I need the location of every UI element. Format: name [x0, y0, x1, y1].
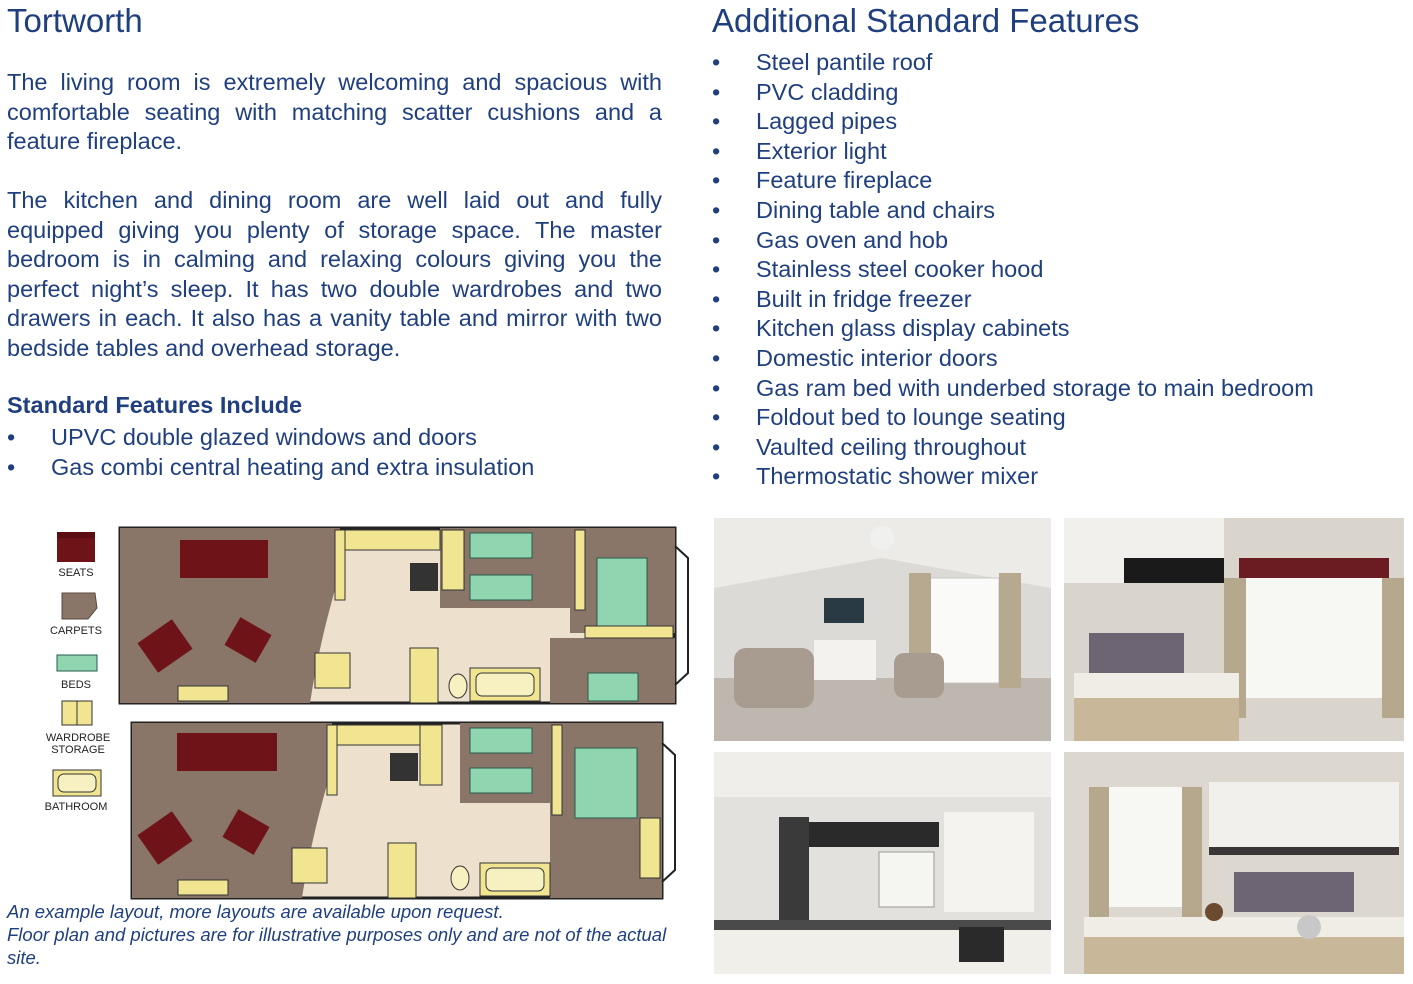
list-item-text: Kitchen glass display cabinets: [756, 315, 1070, 342]
seats-legend-icon: [57, 532, 95, 562]
list-item: [7, 423, 534, 453]
list-item-text: Feature fireplace: [756, 167, 933, 194]
legend-label-seats: SEATS: [58, 567, 94, 579]
bullet-icon: •: [712, 226, 721, 253]
legend-label-carpets: CARPETS: [50, 625, 102, 637]
list-item: [712, 166, 1314, 196]
intro-paragraph-living-room: The living room is extremely welcoming and spacious with comfortable seating with matching scatter cushions and a feature fireplace.: [7, 69, 662, 155]
legend-label-wardrobe-line1: WARDROBE: [45, 732, 111, 744]
list-item-text: Exterior light: [756, 137, 887, 164]
bullet-icon: •: [7, 453, 16, 480]
beds-legend-icon: [57, 655, 97, 671]
wardrobe-legend-icon: [62, 701, 92, 725]
intro-paragraph-kitchen-bedroom: The kitchen and dining room are well laid out and fully equipped giving you plenty of storage space. The master bedroom is in calming and relaxing colours giving you the perfect night’s sleep. It has two double wardrobes and two drawers in each. It also has a vanity table and mirror with two bedside tables and overhead storage.: [7, 187, 662, 361]
list-item-text: Gas oven and hob: [756, 226, 949, 253]
floor-plan-bottom: [132, 723, 675, 898]
legend: [45, 532, 111, 813]
floor-plan-caption: [7, 900, 672, 969]
bullet-icon: •: [712, 315, 721, 342]
bullet-icon: •: [712, 374, 721, 401]
list-item-text: Vaulted ceiling throughout: [756, 433, 1027, 460]
list-item-text: Domestic interior doors: [756, 344, 998, 371]
bullet-icon: •: [712, 285, 721, 312]
bullet-icon: •: [712, 433, 721, 460]
legend-label-wardrobe-line2: STORAGE: [51, 744, 105, 756]
list-item: [712, 403, 1314, 433]
floor-plan-top: [120, 528, 688, 703]
bullet-icon: •: [712, 196, 721, 223]
bullet-icon: •: [712, 463, 721, 490]
carpets-legend-icon: [62, 593, 97, 619]
features-title: Additional Standard Features: [712, 2, 1140, 39]
list-item: [7, 453, 534, 483]
bullet-icon: •: [712, 137, 721, 164]
list-item: [712, 433, 1314, 463]
bullet-icon: •: [712, 49, 721, 75]
caption-line-1: An example layout, more layouts are available upon request.: [7, 901, 504, 922]
bullet-icon: •: [712, 256, 721, 283]
list-item: [712, 344, 1314, 374]
master-bedroom-photo: [1064, 518, 1404, 741]
list-item: [712, 314, 1314, 344]
list-item-text: Stainless steel cooker hood: [756, 256, 1044, 283]
bullet-icon: •: [7, 424, 16, 450]
legend-label-beds: BEDS: [61, 679, 91, 691]
floor-plan-illustration: [40, 518, 700, 903]
bullet-icon: •: [712, 344, 721, 371]
living-room-photo: [714, 518, 1051, 741]
list-item-text: Dining table and chairs: [756, 196, 996, 223]
list-item: [712, 107, 1314, 137]
standard-features-list: [7, 423, 534, 482]
list-item-text: Gas ram bed with underbed storage to main bedroom: [756, 374, 1314, 401]
standard-features-heading: Standard Features Include: [7, 392, 303, 418]
legend-label-bathroom: BATHROOM: [44, 801, 108, 813]
list-item: [712, 255, 1314, 285]
bullet-icon: •: [712, 167, 721, 194]
list-item-text: Gas combi central heating and extra insulation: [51, 453, 535, 480]
list-item-text: Steel pantile roof: [756, 49, 933, 75]
bathroom-legend-icon: [53, 770, 101, 796]
list-item: [712, 137, 1314, 167]
bullet-icon: •: [712, 78, 721, 105]
twin-bedroom-photo: [1064, 752, 1404, 974]
list-item: [712, 48, 1314, 78]
additional-features-list: [712, 48, 1314, 492]
list-item-text: Thermostatic shower mixer: [756, 463, 1039, 490]
list-item: [712, 374, 1314, 404]
list-item-text: Foldout bed to lounge seating: [756, 404, 1066, 431]
list-item: [712, 196, 1314, 226]
list-item: [712, 226, 1314, 256]
list-item: [712, 285, 1314, 315]
list-item: [712, 78, 1314, 108]
kitchen-photo: [714, 752, 1051, 974]
list-item-text: PVC cladding: [756, 78, 899, 105]
page-title: Tortworth: [7, 2, 143, 39]
bullet-icon: •: [712, 108, 721, 135]
caption-line-2: Floor plan and pictures are for illustrative purposes only and are not of the actual site.: [7, 924, 667, 968]
list-item-text: UPVC double glazed windows and doors: [51, 424, 477, 450]
list-item-text: Lagged pipes: [756, 108, 898, 135]
list-item-text: Built in fridge freezer: [756, 285, 972, 312]
bullet-icon: •: [712, 404, 721, 431]
list-item: [712, 462, 1314, 492]
